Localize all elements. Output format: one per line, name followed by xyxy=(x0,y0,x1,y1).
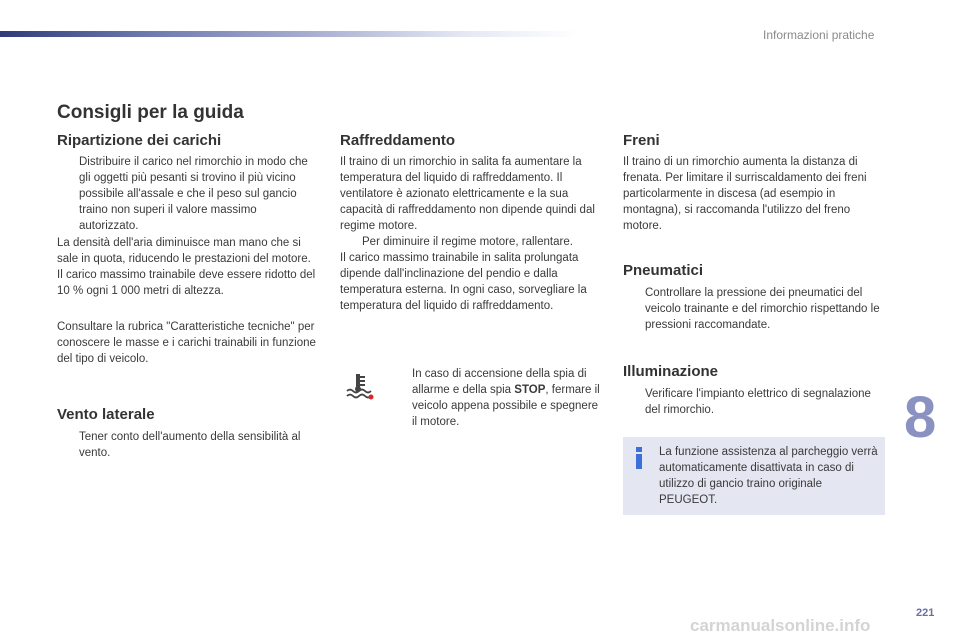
header-gradient-bar xyxy=(0,31,580,37)
page-title: Consigli per la guida xyxy=(57,102,244,123)
page-number: 221 xyxy=(916,607,935,619)
heading-brakes: Freni xyxy=(623,132,660,149)
heading-cooling: Raffreddamento xyxy=(340,132,456,149)
heading-load-distribution: Ripartizione dei carichi xyxy=(57,132,222,149)
section-header: Informazioni pratiche xyxy=(763,28,875,42)
tyres-bullet: Controllare la pressione dei pneumatici del veicolo trainante e del rimorchio rispettando le pressioni raccomandate. xyxy=(645,287,880,331)
heading-tyres: Pneumatici xyxy=(623,262,704,279)
stop-label: STOP xyxy=(514,384,546,396)
cooling-paragraph-2: Il carico massimo trainabile in salita prolungata dipende dall'inclinazione del pendio e dalla temperatura esterna. In ogni caso, sorvegliare la temperatura del liquido di raffreddamento. xyxy=(340,252,587,312)
specs-reference-paragraph: Consultare la rubrica "Caratteristiche tecniche" per conoscere le masse e i carichi trainabili in funzione del tipo di veicolo. xyxy=(57,321,316,365)
load-distribution-bullet: Distribuire il carico nel rimorchio in modo che gli oggetti più pesanti si trovino il più vicino possibile all'assale e che il peso sul gancio traino non superi il valore massimo autorizzato. xyxy=(79,156,308,232)
warning-instructions: In caso di accensione della spia di allarme e della spia STOP, fermare il veicolo appena possibile e spegnere il motore. xyxy=(412,368,600,428)
heading-lighting: Illuminazione xyxy=(623,363,719,380)
info-icon xyxy=(632,447,646,469)
cooling-paragraph-1: Il traino di un rimorchio in salita fa aumentare la temperatura del liquido di raffreddamento. Il ventilatore è azionato elettricamente e la sua capacità di raffreddamento non dipende quindi dal regime motore. xyxy=(340,156,595,232)
brakes-paragraph: Il traino di un rimorchio aumenta la distanza di frenata. Per limitare il surriscaldamento dei freni particolarmente in discesa (ad esempio in montagna), si raccomanda l'utilizzo del freno motore. xyxy=(623,156,867,232)
chapter-tab-number: 8 xyxy=(904,385,937,450)
crosswind-bullet: Tener conto dell'aumento della sensibilità al vento. xyxy=(79,431,301,459)
red-dot xyxy=(369,395,374,400)
parking-assist-note: La funzione assistenza al parcheggio verrà automaticamente disattivata in caso di utilizzo di gancio traino originale PEUGEOT. xyxy=(659,446,878,506)
altitude-paragraph: La densità dell'aria diminuisce man mano che si sale in quota, riducendo le prestazioni del motore. Il carico massimo trainabile deve essere ridotto del 10 % ogni 1 000 metri di altezza. xyxy=(57,237,316,297)
watermark: carmanualsonline.info xyxy=(690,616,871,635)
heading-crosswind: Vento laterale xyxy=(57,406,155,423)
coolant-temperature-warning-icon xyxy=(344,372,374,400)
lighting-bullet: Verificare l'impianto elettrico di segnalazione del rimorchio. xyxy=(645,388,871,416)
info-box xyxy=(623,437,885,515)
cooling-bullet: Per diminuire il regime motore, rallentare. xyxy=(362,236,573,248)
